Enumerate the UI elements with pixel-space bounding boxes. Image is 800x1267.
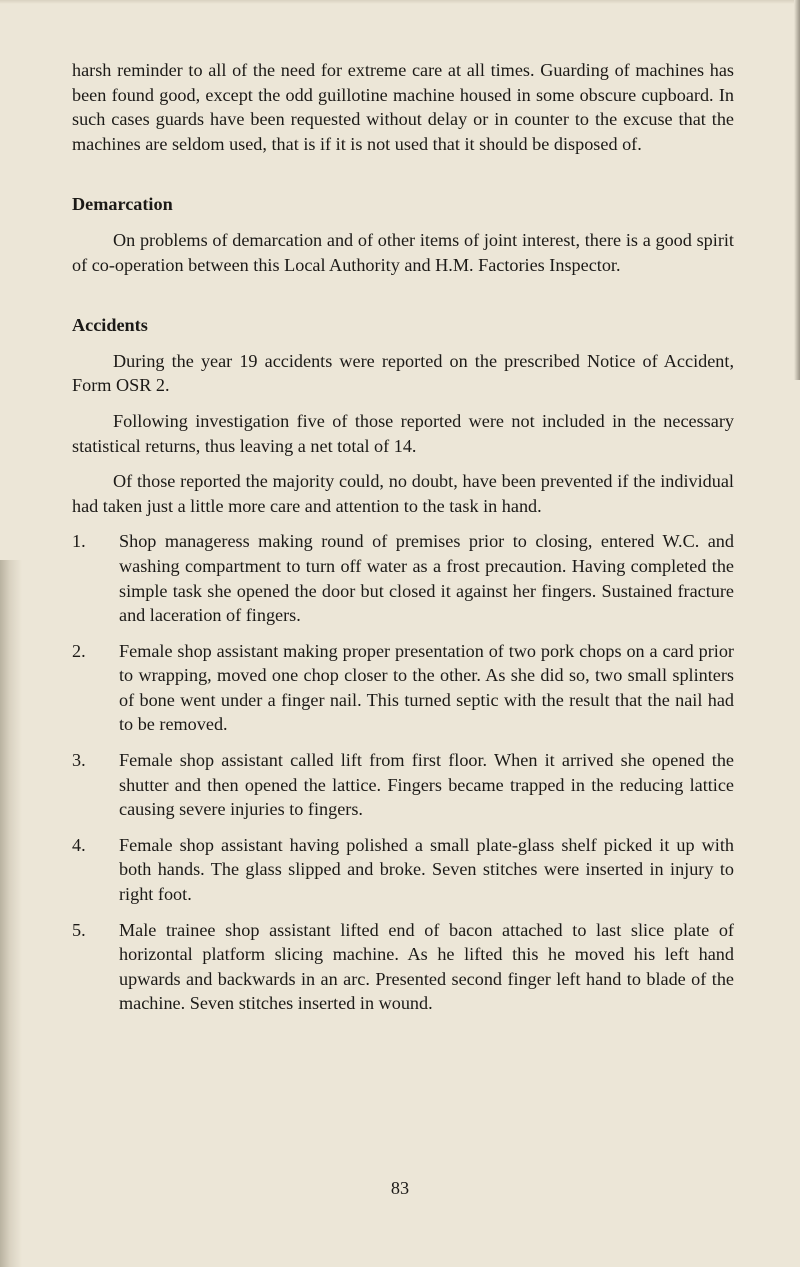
accident-number: 3.: [72, 750, 86, 771]
accident-number: 1.: [72, 531, 86, 552]
accident-item: [72, 748, 734, 822]
page-top-edge: [0, 0, 800, 4]
accident-number: 5.: [72, 919, 86, 940]
accident-item: [72, 833, 734, 907]
page-binding-shadow: [0, 560, 22, 1267]
intro-paragraph: harsh reminder to all of the need for extreme care at all times. Guarding of machines has been found good, except the odd guillotine machine housed in some obscure cupboard. In such cases guards have been requested without delay or in counter to the excuse that the machines are seldom used, that is if it is not used that it should be disposed of.: [72, 60, 734, 154]
accident-description: Male trainee shop assistant lifted end of bacon attached to last slice plate of horizontal platform slicing machine. As he lifted this he moved his left hand upwards and backwards in an arc. Presented second finger left hand to blade of the machine. Seven stitches inserted in wound.: [119, 919, 734, 1014]
accidents-paragraph: During the year 19 accidents were reported on the prescribed Notice of Accident, Form OSR 2.: [72, 350, 734, 396]
accident-description: Female shop assistant called lift from first floor. When it arrived she opened the shutter and then opened the lattice. Fingers became trapped in the reducing lattice causing severe injuries to fingers.: [119, 750, 734, 820]
accidents-section: [72, 313, 734, 1016]
demarcation-heading: Demarcation: [72, 194, 173, 215]
page-number: 83: [390, 1178, 410, 1198]
demarcation-paragraph: On problems of demarcation and of other items of joint interest, there is a good spirit of co-operation between this Local Authority and H.M. Factories Inspector.: [72, 229, 734, 275]
accident-number: 4.: [72, 834, 86, 855]
accidents-paragraph: Of those reported the majority could, no doubt, have been prevented if the individual had taken just a little more care and attention to the task in hand.: [72, 471, 734, 516]
accidents-heading: Accidents: [72, 315, 148, 336]
accident-item: [72, 918, 734, 1016]
accident-description: Shop manageress making round of premises prior to closing, entered W.C. and washing compartment to turn off water as a frost precaution. Having completed the simple task she opened the door but closed it against her fingers. Sustained fracture and laceration of fingers.: [119, 531, 734, 626]
demarcation-section: [72, 192, 734, 277]
accident-item: [72, 529, 734, 627]
page-right-edge: [794, 0, 800, 380]
accident-description: Female shop assistant having polished a small plate-glass shelf picked it up with both hands. The glass slipped and broke. Seven stitches were inserted in injury to right foot.: [119, 834, 734, 905]
document-body: [72, 58, 734, 1027]
accident-number: 2.: [72, 640, 86, 661]
accident-description: Female shop assistant making proper presentation of two pork chops on a card prior to wrapping, moved one chop closer to the other. As she did so, two small splinters of bone went under a finger nail. This turned septic with the result that the nail had to be removed.: [119, 640, 734, 735]
accident-item: [72, 639, 734, 737]
accident-list: [72, 529, 734, 1016]
accidents-paragraph: Following investigation five of those reported were not included in the necessary statistical returns, thus leaving a net total of 14.: [72, 410, 734, 456]
